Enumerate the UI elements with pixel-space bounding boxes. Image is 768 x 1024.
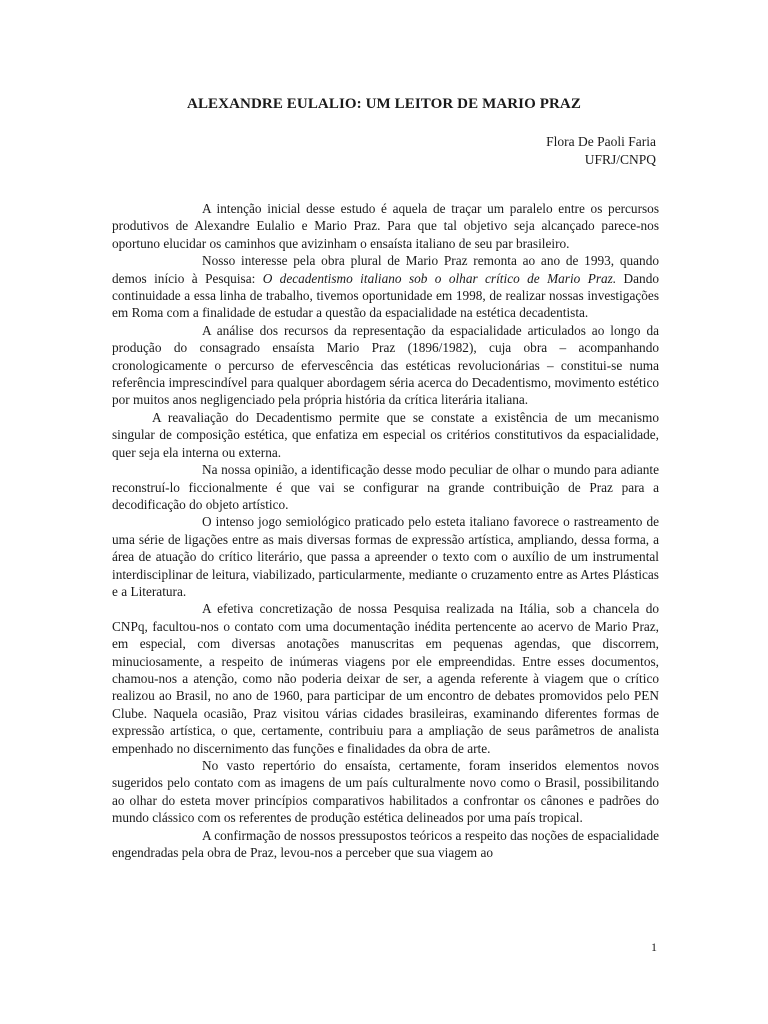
author-affiliation: UFRJ/CNPQ [584, 152, 656, 167]
paragraph-4: A reavaliação do Decadentismo permite que se constate a existência de um mecanismo singular de composição estética, que enfatiza em especial os critérios constitutivos da espacialidade, quer seja ela interna ou externa. [112, 409, 659, 460]
research-title-italic: O decadentismo italiano sob o olhar crítico de Mario Praz. [262, 270, 617, 286]
paragraph-3: A análise dos recursos da representação da espacialidade articulados ao longo da produção do consagrado ensaísta Mario Praz (1896/1982), cuja obra – acompanhando cronologicamente o percurso de efervescência das estéticas revolucionárias – constitui-se numa referência imprescindível para qualquer abordagem séria acerca do Decadentismo, movimento estético por muitos anos negligenciado pela própria história da crítica literária italiana. [112, 322, 659, 408]
paragraph-2-text-a: Nosso interesse pela obra plural de Mario Praz remonta ao ano de 1993, quando demos início à Pesquisa: [112, 253, 659, 286]
author-block [546, 133, 656, 169]
document-body [112, 200, 659, 861]
paragraph-8: No vasto repertório do ensaísta, certamente, foram inseridos elementos novos sugeridos pelo contato com as imagens de um país culturalmente novo como o Brasil, possibilitando ao olhar do esteta mover princípios comparativos habilitados a confrontar os cânones e padrões do mundo clássico com os referentes de produção estética delineados por uma país tropical. [112, 758, 659, 826]
paragraph-7: A efetiva concretização de nossa Pesquisa realizada na Itália, sob a chancela do CNPq, facultou-nos o contato com uma documentação inédita pertencente ao acervo de Mario Praz, em especial, com diversas anotações manuscritas em pequenas agendas, que discorrem, minuciosamente, a respeito de inúmeras viagens por ele empreendidas. Entre esses documentos, chamou-nos a atenção, como não poderia deixar de ser, a agenda referente à viagem que o crítico realizou ao Brasil, no ano de 1960, para participar de um encontro de debates promovidos pelo PEN Clube. Naquela ocasião, Praz visitou várias cidades brasileiras, examinando diferentes formas de expressão artística, o que, certamente, contribuiu para a ampliação de seus parâmetros de analista empenhado no discernimento das funções e finalidades da obra de arte. [112, 601, 659, 756]
author-name: Flora De Paoli Faria [546, 134, 656, 149]
paragraph-1: A intenção inicial desse estudo é aquela de traçar um paralelo entre os percursos produtivos de Alexandre Eulalio e Mario Praz. Para que tal objetivo seja alcançado parece-nos oportuno elucidar os caminhos que avizinham o ensaísta italiano de seu par brasileiro. [112, 201, 659, 251]
paragraph-2-text-b: Dando continuidade a essa linha de trabalho, tivemos oportunidade em 1998, de realizar nossas investigações em Roma com a finalidade de estudar a questão da espacialidade na estética decadentista. [112, 270, 659, 321]
paragraph-5: Na nossa opinião, a identificação desse modo peculiar de olhar o mundo para adiante reconstruí-lo ficcionalmente é que vai se configurar na grande contribuição de Praz para a decodificação do objeto artístico. [112, 462, 659, 512]
document-title: ALEXANDRE EULALIO: UM LEITOR DE MARIO PRAZ [187, 96, 581, 112]
paragraph-2 [112, 252, 659, 322]
paragraph-9: A confirmação de nossos pressupostos teóricos a respeito das noções de espacialidade engendradas pela obra de Praz, levou-nos a perceber que sua viagem ao [112, 827, 659, 861]
paragraph-6: O intenso jogo semiológico praticado pelo esteta italiano favorece o rastreamento de uma série de ligações entre as mais diversas formas de expressão artística, ampliando, dessa forma, a área de atuação do crítico literário, que passa a apreender o texto com o auxílio de um instrumental interdisciplinar de leitura, viabilizado, particularmente, mediante o cruzamento entre as Artes Plásticas e a Literatura. [112, 514, 659, 599]
page-number: 1 [651, 940, 657, 954]
